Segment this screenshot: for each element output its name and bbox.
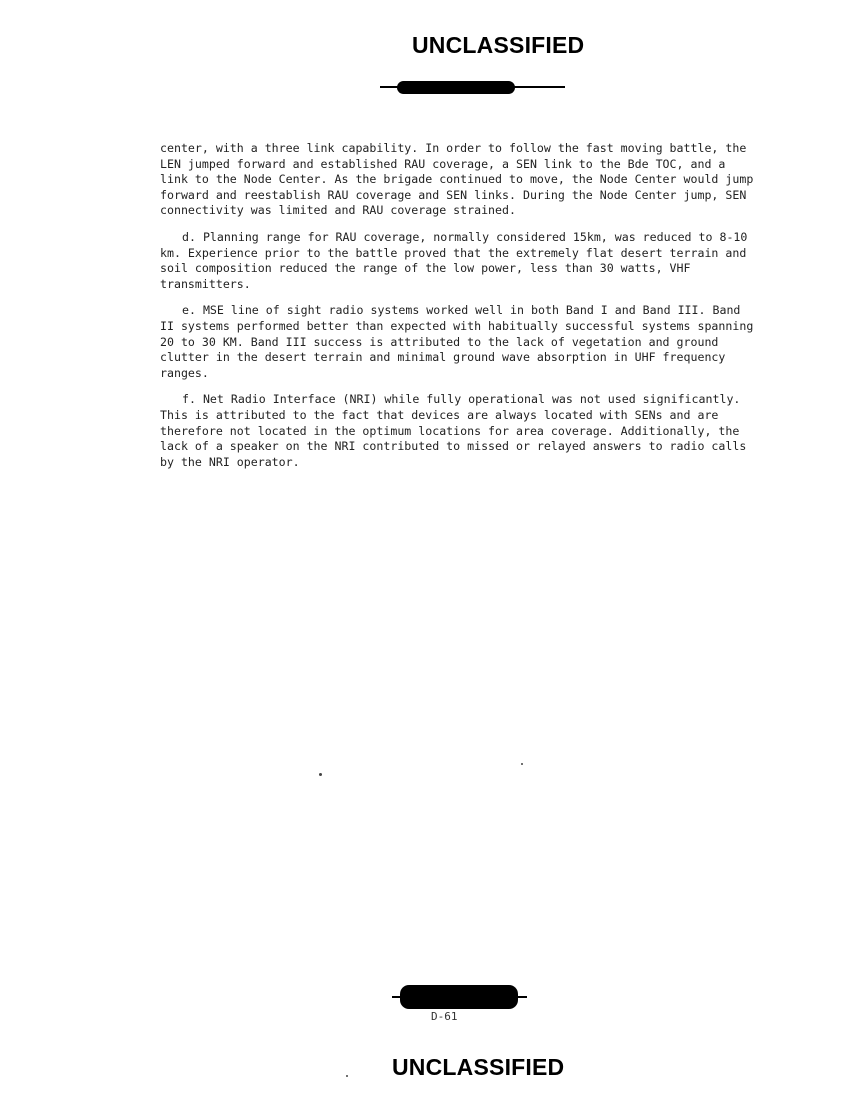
- redaction-mark-bottom: [392, 985, 527, 1009]
- paragraph-e: e. MSE line of sight radio systems worked well in both Band I and Band III. Band II systems performed better than expected with habitually successful systems spanning 20 to 30 KM. Band III success is attributed to the lack of vegetation and ground clutter in the desert terrain and minimal ground wave absorption in UHF frequency ranges.: [160, 303, 754, 380]
- paragraph-f: f. Net Radio Interface (NRI) while fully operational was not used significantly. This is attributed to the fact that devices are always located with SENs and are therefore not located in the optimum locations for area coverage. Additionally, the lack of a speaker on the NRI contributed to missed or relayed answers to radio calls by the NRI operator.: [160, 392, 747, 469]
- classification-header: UNCLASSIFIED: [412, 32, 585, 58]
- scan-speck: [319, 773, 322, 776]
- redaction-mark-top: [380, 81, 565, 93]
- classification-footer: UNCLASSIFIED: [392, 1054, 565, 1080]
- document-body: [160, 141, 760, 481]
- page-number: D-61: [431, 1010, 458, 1023]
- paragraph-d: d. Planning range for RAU coverage, normally considered 15km, was reduced to 8-10 km. Experience prior to the battle proved that the extremely flat desert terrain and soil composition reduced the range of the low power, less than 30 watts, VHF transmitters.: [160, 229, 748, 291]
- scan-speck: [521, 763, 523, 765]
- paragraph-c-continuation: center, with a three link capability. In order to follow the fast moving battle, the LEN jumped forward and established RAU coverage, a SEN link to the Bde TOC, and a link to the Node Center. As the brigade continued to move, the Node Center would jump forward and reestablish RAU coverage and SEN links. During the Node Center jump, SEN connectivity was limited and RAU coverage strained.: [160, 141, 754, 218]
